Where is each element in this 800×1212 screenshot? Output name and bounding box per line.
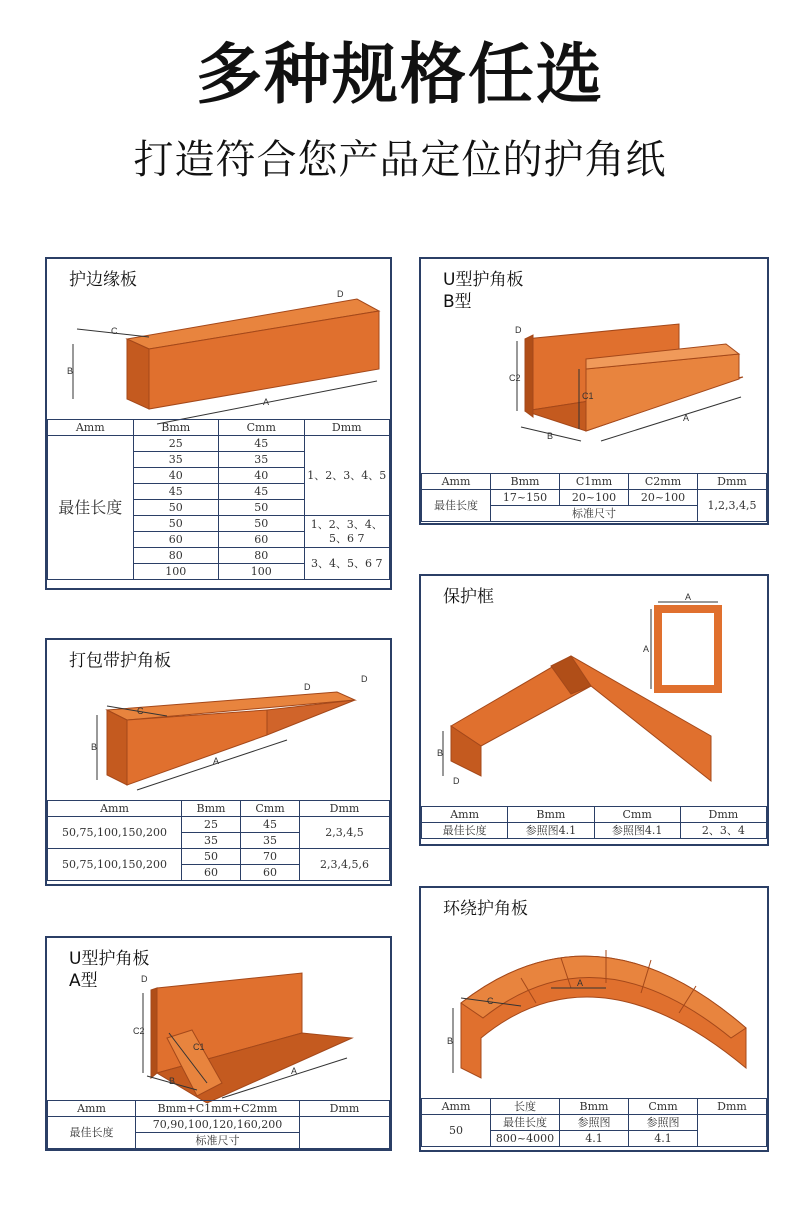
cell-c: 35	[241, 833, 300, 849]
u-board-a-card	[45, 936, 392, 1151]
cell-c: 50	[219, 500, 305, 516]
cell-c: 45	[219, 484, 305, 500]
header-d: Dmm	[698, 474, 767, 490]
cell-d	[300, 1117, 390, 1149]
svg-text:B: B	[169, 1076, 176, 1086]
header-a: Amm	[48, 801, 182, 817]
svg-text:B: B	[547, 431, 554, 441]
cell-b: 35	[182, 833, 241, 849]
cell-d: 2,3,4,5,6	[300, 849, 390, 881]
page-subtitle: 打造符合您产品定位的护角纸	[133, 137, 667, 183]
cell-d: 1、2、3、4、5	[304, 436, 390, 516]
cell-b: 50	[133, 516, 219, 532]
cell-c: 35	[219, 452, 305, 468]
cell-b: 45	[133, 484, 219, 500]
row-label: 最佳长度	[422, 490, 491, 522]
header-a: Amm	[422, 474, 491, 490]
header-c: Cmm	[594, 807, 680, 823]
header-a: Amm	[422, 807, 508, 823]
svg-text:B: B	[447, 1036, 454, 1046]
u-board-b-table	[421, 473, 767, 522]
svg-text:A: A	[577, 978, 584, 988]
svg-text:B: B	[67, 366, 74, 376]
cell-c-2: 4.1	[629, 1131, 698, 1147]
title-line-2: B型	[443, 292, 472, 312]
cell-a: 50,75,100,150,200	[48, 849, 182, 881]
svg-text:A: A	[291, 1066, 298, 1076]
cell-d: 1、2、3、4、5、6 7	[304, 516, 390, 548]
header-d: Dmm	[300, 801, 390, 817]
cell-c: 45	[241, 817, 300, 833]
svg-text:D: D	[337, 289, 344, 299]
cell-a: 50	[422, 1115, 491, 1147]
row-label: 最佳长度	[48, 436, 134, 580]
svg-text:A: A	[213, 756, 220, 766]
cell-d: 2,3,4,5	[300, 817, 390, 849]
cell-b: 40	[133, 468, 219, 484]
cell-b: 参照图4.1	[508, 823, 594, 839]
header-d: Dmm	[698, 1099, 767, 1115]
strap-board-card	[45, 638, 392, 886]
cell-b: 60	[182, 865, 241, 881]
svg-text:C: C	[137, 706, 144, 716]
header-a: Amm	[48, 1101, 136, 1117]
wrap-board-card	[419, 886, 769, 1152]
length-value: 800~4000	[491, 1131, 560, 1147]
header-c: Cmm	[241, 801, 300, 817]
u-board-b-title	[443, 269, 523, 313]
cell-b: 80	[133, 548, 219, 564]
header-b: Bmm	[560, 1099, 629, 1115]
svg-text:D: D	[515, 325, 522, 335]
cell-c: 参照图4.1	[594, 823, 680, 839]
svg-text:A: A	[643, 644, 650, 654]
header-bc: Bmm+C1mm+C2mm	[136, 1101, 300, 1117]
header-d: Dmm	[304, 420, 390, 436]
cell-b: 25	[133, 436, 219, 452]
frame-title: 保护框	[443, 587, 494, 607]
cell-d: 1,2,3,4,5	[698, 490, 767, 522]
cell-c: 40	[219, 468, 305, 484]
header-c2: C2mm	[629, 474, 698, 490]
u-board-a-table	[47, 1100, 390, 1149]
cell-b: 参照图	[560, 1115, 629, 1131]
svg-text:C2: C2	[509, 373, 521, 383]
header-b: Bmm	[508, 807, 594, 823]
frame-card	[419, 574, 769, 846]
header-b: Bmm	[182, 801, 241, 817]
svg-text:D: D	[141, 974, 148, 984]
title-line-2: A型	[69, 971, 98, 991]
header-d: Dmm	[680, 807, 766, 823]
header-a: Amm	[422, 1099, 491, 1115]
cell-b-2: 4.1	[560, 1131, 629, 1147]
svg-text:C1: C1	[582, 391, 594, 401]
cell-c: 100	[219, 564, 305, 580]
svg-text:C1: C1	[193, 1042, 205, 1052]
wrap-board-table	[421, 1098, 767, 1147]
cell-c: 80	[219, 548, 305, 564]
svg-text:A: A	[683, 413, 690, 423]
cell-values: 70,90,100,120,160,200	[136, 1117, 300, 1133]
svg-text:C: C	[111, 326, 118, 336]
u-board-b-card	[419, 257, 769, 525]
title-line-1: U型护角板	[69, 949, 150, 969]
cell-b: 17~150	[491, 490, 560, 506]
edge-board-table	[47, 419, 390, 580]
page-title: 多种规格任选	[196, 36, 604, 113]
edge-board-card	[45, 257, 392, 590]
cell-d	[698, 1115, 767, 1147]
svg-text:D: D	[304, 682, 311, 692]
strap-board-title: 打包带护角板	[69, 651, 171, 671]
row-label: 最佳长度	[48, 1117, 136, 1149]
std-size: 标准尺寸	[136, 1133, 300, 1149]
header-length: 长度	[491, 1099, 560, 1115]
std-size: 标准尺寸	[491, 506, 698, 522]
header-b: Bmm	[133, 420, 219, 436]
frame-diagram	[421, 576, 767, 806]
svg-text:C: C	[487, 996, 494, 1006]
svg-text:A: A	[263, 397, 270, 407]
cell-b: 100	[133, 564, 219, 580]
svg-text:C2: C2	[133, 1026, 145, 1036]
u-board-a-title	[69, 948, 149, 992]
edge-board-title: 护边缘板	[69, 270, 137, 290]
cell-c: 50	[219, 516, 305, 532]
svg-text:D: D	[453, 776, 460, 786]
header-b: Bmm	[491, 474, 560, 490]
cell-c: 60	[241, 865, 300, 881]
cell-b: 50	[182, 849, 241, 865]
header-c1: C1mm	[560, 474, 629, 490]
cell-b: 25	[182, 817, 241, 833]
header-c: Cmm	[629, 1099, 698, 1115]
title-line-1: U型护角板	[443, 270, 524, 290]
cell-b: 60	[133, 532, 219, 548]
cell-c: 参照图	[629, 1115, 698, 1131]
cell-b: 35	[133, 452, 219, 468]
header-c: Cmm	[219, 420, 305, 436]
strap-board-table	[47, 800, 390, 881]
header-a: Amm	[48, 420, 134, 436]
frame-table	[421, 806, 767, 839]
row-label: 最佳长度	[422, 823, 508, 839]
svg-text:B: B	[91, 742, 98, 752]
cell-a: 50,75,100,150,200	[48, 817, 182, 849]
svg-text:B: B	[437, 748, 444, 758]
cell-c1: 20~100	[560, 490, 629, 506]
cell-c: 60	[219, 532, 305, 548]
svg-text:D: D	[361, 674, 368, 684]
cell-d: 2、3、4	[680, 823, 766, 839]
cell-c2: 20~100	[629, 490, 698, 506]
svg-text:A: A	[685, 592, 692, 602]
cell-b: 50	[133, 500, 219, 516]
cell-d: 3、4、5、6 7	[304, 548, 390, 580]
length-label: 最佳长度	[491, 1115, 560, 1131]
cell-c: 45	[219, 436, 305, 452]
wrap-board-title: 环绕护角板	[443, 899, 528, 919]
cell-c: 70	[241, 849, 300, 865]
header-d: Dmm	[300, 1101, 390, 1117]
